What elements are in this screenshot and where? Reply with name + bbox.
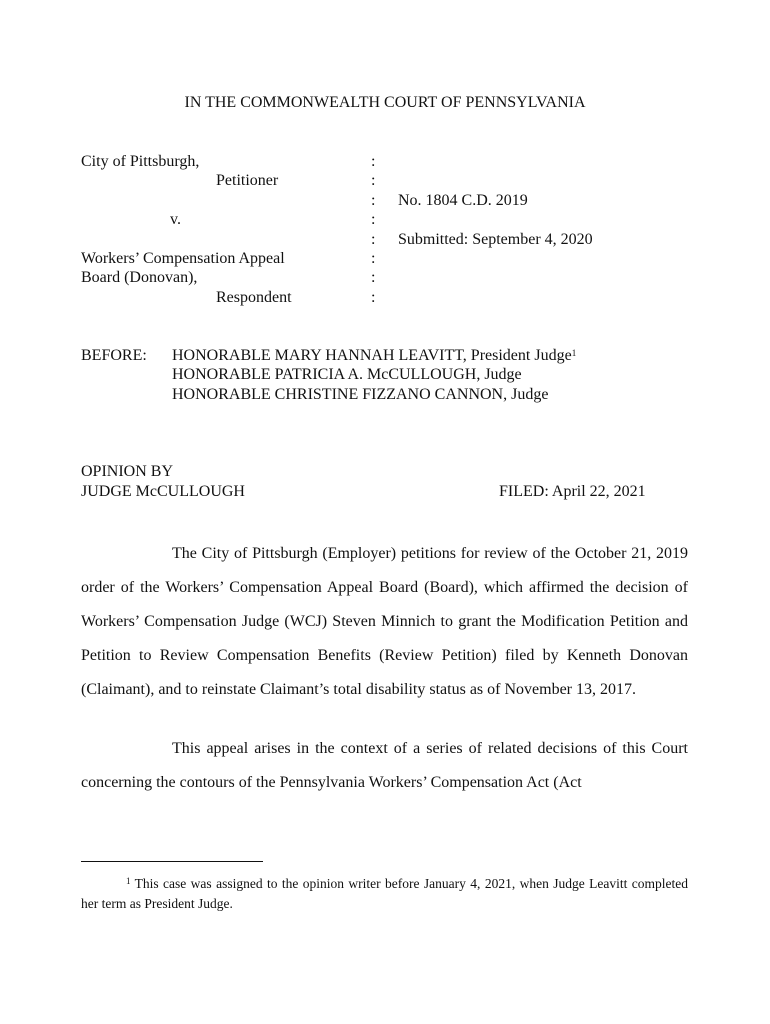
body-paragraph-1-text: The City of Pittsburgh (Employer) petitions for review of the October 21, 2019 order of the Workers’ Compensation Appeal Board (Board), which affirmed the decision of Workers’ Compensation Judge (WCJ) Steven Minnich to grant the Modification Petition and Petition to Review Compensation Benefits (Review Petition) filed by Kenneth Donovan (Claimant), and to reinstate Claimant’s total disability status as of November 13, 2017. — [81, 545, 688, 698]
footnote-text: This case was assigned to the opinion writer before January 4, 2021, when Judge Leavitt completed her term as President Judge. — [81, 876, 688, 911]
panel-label: BEFORE: — [81, 347, 147, 364]
respondent-role: Respondent — [216, 289, 292, 306]
caption-colon: : — [371, 192, 376, 209]
footnote-rule — [81, 861, 263, 862]
petitioner-role: Petitioner — [216, 172, 279, 189]
opinion-author: JUDGE McCULLOUGH — [81, 483, 245, 500]
footnote — [81, 874, 688, 914]
caption-colon: : — [371, 153, 376, 170]
caption-colon: : — [371, 211, 376, 228]
docket-number: No. 1804 C.D. 2019 — [398, 192, 528, 209]
versus: v. — [170, 211, 181, 228]
footnote-marker: 1 — [571, 348, 577, 358]
submitted-date: Submitted: September 4, 2020 — [398, 231, 593, 248]
judge-1-name: HONORABLE MARY HANNAH LEAVITT, President Judge — [172, 347, 572, 364]
caption-colon: : — [371, 172, 376, 189]
body-paragraph-1 — [81, 537, 688, 707]
panel-judge-1 — [172, 347, 576, 365]
caption-colon: : — [371, 289, 376, 306]
respondent-name-line2: Board (Donovan), — [81, 269, 198, 286]
court-heading: IN THE COMMONWEALTH COURT OF PENNSYLVANIA — [184, 94, 586, 111]
footnote-number: 1 — [126, 876, 131, 886]
caption-colon: : — [371, 250, 376, 267]
filed-date: FILED: April 22, 2021 — [499, 483, 646, 500]
body-paragraph-2 — [81, 732, 688, 800]
panel-judge-3: HONORABLE CHRISTINE FIZZANO CANNON, Judge — [172, 386, 549, 403]
caption-colon: : — [371, 269, 376, 286]
petitioner-name: City of Pittsburgh, — [81, 153, 200, 170]
caption-colon: : — [371, 231, 376, 248]
respondent-name-line1: Workers’ Compensation Appeal — [81, 250, 285, 267]
body-paragraph-2-text: This appeal arises in the context of a series of related decisions of this Court concerning the contours of the Pennsylvania Workers’ Compensation Act (Act — [81, 740, 688, 791]
panel-judge-2: HONORABLE PATRICIA A. McCULLOUGH, Judge — [172, 366, 522, 383]
opinion-label: OPINION BY — [81, 463, 173, 480]
